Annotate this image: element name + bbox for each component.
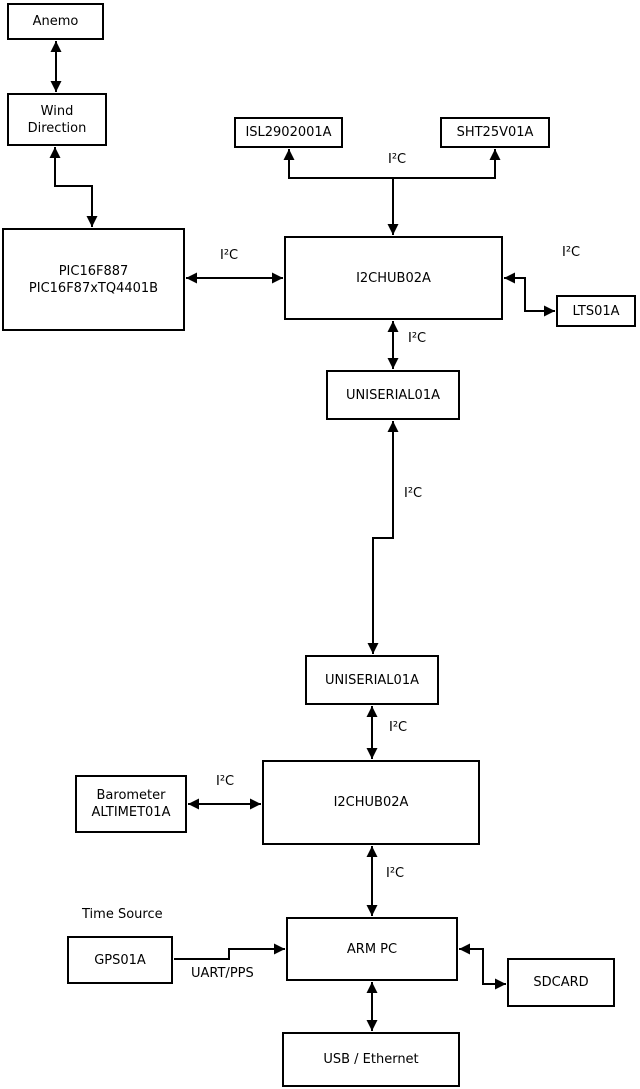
node-barometer-label-line2: ALTIMET01A bbox=[91, 805, 171, 820]
node-sdcard bbox=[507, 958, 615, 1007]
node-i2chub02a-top-label: I2CHUB02A bbox=[356, 270, 431, 286]
node-barometer bbox=[75, 775, 187, 833]
edge-label-time-source: Time Source bbox=[82, 907, 163, 922]
node-lts01a-label: LTS01A bbox=[572, 303, 620, 319]
node-usb-ethernet bbox=[282, 1032, 460, 1087]
node-sht25v01a-label: SHT25V01A bbox=[456, 125, 534, 140]
node-sdcard-label: SDCARD bbox=[533, 975, 589, 990]
node-barometer-label-line1: Barometer bbox=[96, 788, 166, 803]
node-usb-ethernet-label: USB / Ethernet bbox=[323, 1052, 419, 1067]
node-wind-direction-label-line1: Wind bbox=[40, 103, 74, 119]
node-uniserial01a-bottom bbox=[305, 655, 439, 705]
node-isl2902001a bbox=[234, 117, 343, 148]
node-arm-pc-label: ARM PC bbox=[346, 941, 398, 957]
node-wind-direction bbox=[7, 93, 107, 146]
node-i2chub02a-top bbox=[284, 236, 503, 320]
node-anemo bbox=[7, 3, 104, 40]
edge-label-i2c-uniserial-hub: I²C bbox=[389, 720, 408, 735]
node-pic16f887-label-line2: PIC16F87xTQ4401B bbox=[28, 280, 159, 296]
edge-label-i2c-barometer: I²C bbox=[216, 774, 235, 789]
edge-wind-pic bbox=[55, 147, 92, 227]
node-pic16f887 bbox=[2, 228, 185, 331]
node-pic16f887-label-line1: PIC16F887 bbox=[58, 263, 129, 279]
node-wind-direction-label-line2: Direction bbox=[27, 120, 87, 136]
node-isl2902001a-label: ISL2902001A bbox=[245, 125, 332, 140]
edge-hub-top-lts bbox=[504, 278, 555, 311]
node-lts01a bbox=[556, 295, 636, 327]
node-gps01a bbox=[67, 936, 173, 984]
node-gps01a-label: GPS01A bbox=[94, 952, 146, 968]
edge-label-uart-pps: UART/PPS bbox=[191, 966, 254, 981]
node-sht25v01a bbox=[440, 117, 550, 148]
edge-label-i2c-pic-hub: I²C bbox=[220, 248, 239, 263]
edge-label-i2c-hub-armpc: I²C bbox=[386, 866, 405, 881]
edge-label-i2c-lts: I²C bbox=[562, 245, 581, 260]
node-uniserial01a-bottom-label: UNISERIAL01A bbox=[325, 672, 419, 688]
edge-armpc-sdcard bbox=[459, 949, 506, 984]
edge-label-i2c-long-link: I²C bbox=[404, 486, 423, 501]
edge-uniserial-top-uniserial-bottom bbox=[373, 421, 393, 654]
node-i2chub02a-bottom bbox=[262, 760, 480, 845]
node-i2chub02a-bottom-label: I2CHUB02A bbox=[333, 795, 409, 810]
node-arm-pc bbox=[286, 917, 458, 981]
node-uniserial01a-top bbox=[326, 370, 460, 420]
edge-gps-armpc bbox=[174, 949, 285, 959]
edge-label-i2c-bus-top: I²C bbox=[388, 152, 407, 167]
node-anemo-label: Anemo bbox=[32, 14, 79, 29]
edge-label-i2c-hub-uniserial: I²C bbox=[408, 331, 427, 346]
node-uniserial01a-top-label: UNISERIAL01A bbox=[346, 387, 440, 403]
